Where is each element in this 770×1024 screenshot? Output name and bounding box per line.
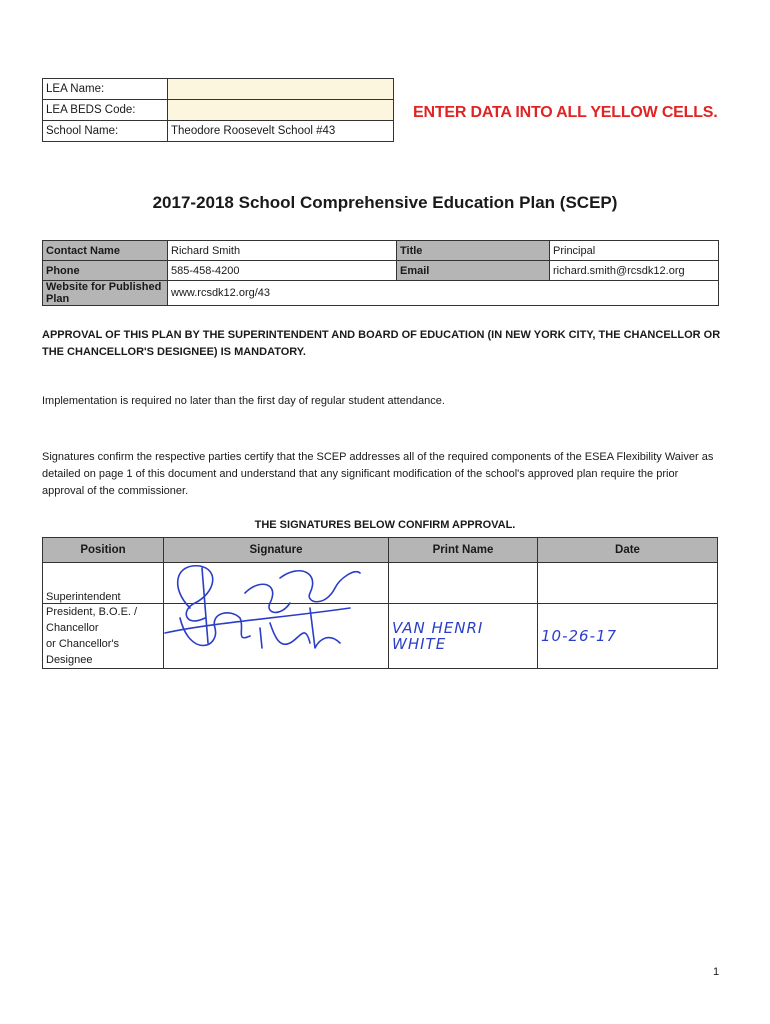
lea-beds-label: LEA BEDS Code: xyxy=(43,100,168,121)
superintendent-position: Superintendent xyxy=(43,563,164,604)
handwritten-signature xyxy=(160,548,370,663)
contact-row-1 xyxy=(43,241,719,261)
school-name-label: School Name: xyxy=(43,121,168,142)
signatures-paragraph: Signatures confirm the respective parties certify that the SCEP addresses all of the required components of the ESEA Flexibility Waiver as detailed on page 1 of this document and understand that any significant modification of the school's approved plan require the prior approval of the commissioner. xyxy=(42,451,714,497)
phone-label: Phone xyxy=(43,261,168,281)
approval-paragraph: APPROVAL OF THIS PLAN BY THE SUPERINTENDENT AND BOARD OF EDUCATION (IN NEW YORK CITY, THE CHANCELLOR OR THE CHANCELLOR'S DESIGNEE) IS MANDATORY. xyxy=(42,329,721,358)
president-row xyxy=(43,604,718,669)
signatures-heading: THE SIGNATURES BELOW CONFIRM APPROVAL. xyxy=(254,519,516,531)
lea-info-table xyxy=(42,78,394,142)
website-label: Website for Published Plan xyxy=(43,281,168,306)
print-name-header: Print Name xyxy=(389,538,538,563)
lea-beds-field[interactable] xyxy=(168,100,394,121)
superintendent-row xyxy=(43,563,718,604)
enter-data-notice: ENTER DATA INTO ALL YELLOW CELLS. xyxy=(413,104,718,121)
date-header: Date xyxy=(538,538,718,563)
page-number: 1 xyxy=(713,966,720,978)
school-name-field[interactable]: Theodore Roosevelt School #43 xyxy=(168,121,394,142)
title-value[interactable]: Principal xyxy=(550,241,719,261)
position-header: Position xyxy=(43,538,164,563)
superintendent-print-name[interactable] xyxy=(389,563,538,604)
implementation-paragraph: Implementation is required no later than the first day of regular student attendance. xyxy=(42,395,445,407)
lea-name-label: LEA Name: xyxy=(43,79,168,100)
contact-row-2 xyxy=(43,261,719,281)
lea-beds-row xyxy=(43,100,394,121)
email-value[interactable]: richard.smith@rcsdk12.org xyxy=(550,261,719,281)
signature-table xyxy=(42,537,718,669)
lea-name-row xyxy=(43,79,394,100)
document-title: 2017-2018 School Comprehensive Education Plan (SCEP) xyxy=(152,193,618,212)
email-label: Email xyxy=(397,261,550,281)
school-name-row xyxy=(43,121,394,142)
signature-header: Signature xyxy=(164,538,389,563)
president-position-line1: President, B.O.E. / Chancellor xyxy=(46,606,138,634)
contact-name-label: Contact Name xyxy=(43,241,168,261)
website-value[interactable]: www.rcsdk12.org/43 xyxy=(168,281,719,306)
phone-value[interactable]: 585-458-4200 xyxy=(168,261,397,281)
president-date[interactable]: 10-26-17 xyxy=(538,604,718,669)
contact-name-value[interactable]: Richard Smith xyxy=(168,241,397,261)
contact-row-3 xyxy=(43,281,719,306)
president-position-line2: or Chancellor's Designee xyxy=(46,638,120,666)
superintendent-date[interactable] xyxy=(538,563,718,604)
signature-header-row xyxy=(43,538,718,563)
lea-name-field[interactable] xyxy=(168,79,394,100)
title-label: Title xyxy=(397,241,550,261)
president-print-name[interactable]: VAN HENRI WHITE xyxy=(389,604,538,669)
contact-table xyxy=(42,240,719,306)
president-position xyxy=(43,604,164,669)
